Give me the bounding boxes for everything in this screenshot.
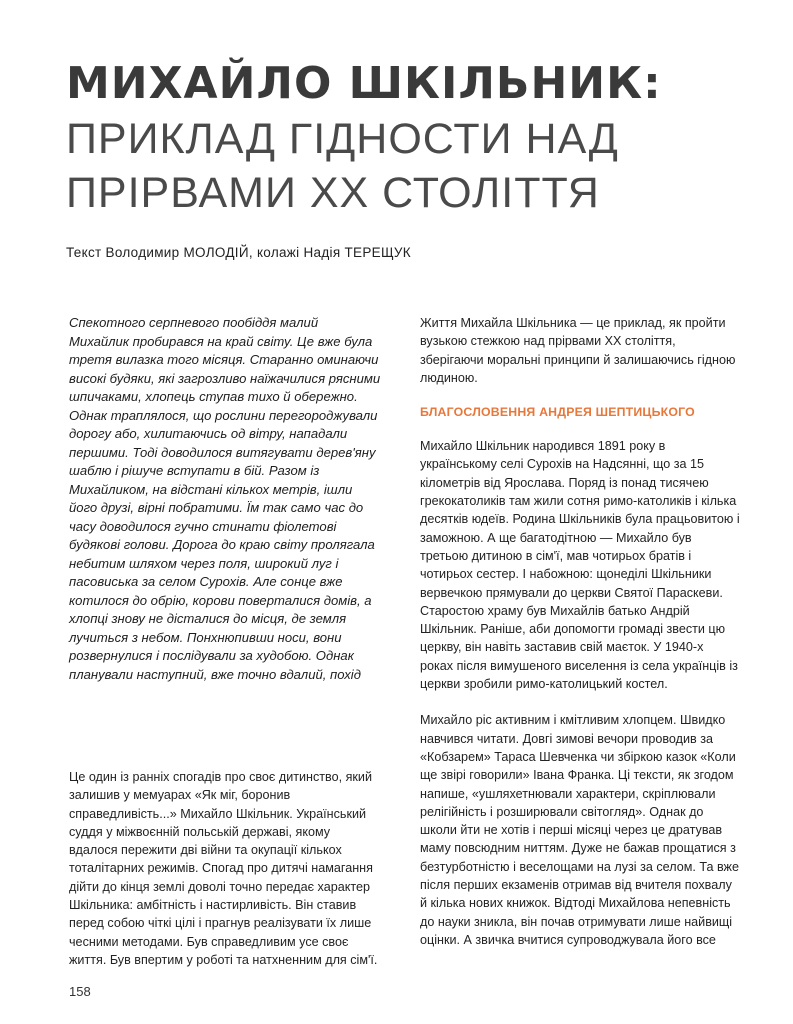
section-subheading: БЛАГОСЛОВЕННЯ АНДРЕЯ ШЕПТИЦЬКОГО [420,405,695,420]
page-number: 158 [69,984,91,999]
intro-italic-paragraph: Спекотного серпневого пообіддя малий Михайлик пробирався на край світу. Це вже була третя вилазка того місяця. Старанно оминаючи високі будяки, які загрозливо наїжачилися рясними шпичаками, хлопець ступав тихо й обережно. Однак траплялося, що рослини перегороджували дорогу або, хилитаючись од вітру, нападали першими. Тоді доводилося витягувати дерев'яну шаблю і рішуче вступати в бій. Разом із Михайликом, на відстані кількох метрів, ішли його друзі, вірні побратими. Їм так само час до часу доводилося гучно стинати фіолетові будякові голови. Дорога до краю світу пролягала небитим шляхом через поля, широкий луг і пасовиська за селом Сурохів. Але сонце вже котилося до обрію, корови поверталися домів, а хлопці знову не дісталися до місця, де земля лучиться з небом. Понхнюпивши носи, вони розвернулися і послідували за худобою. Однак планували наступний, вже точно вдалий, похід [69,315,381,682]
body-paragraph: Михайло Шкільник народився 1891 року в українському селі Сурохів на Надсянні, що за 15 кілометрів від Ярослава. Поряд із понад тисячею грекокатоликів там жили сотня римо-католиків і кілька десятків юдеїв. Родина Шкільників була працьовитою і заможною. А ще багатодітною — Михайло був третьою дитиною в сім'ї, мав чотирьох братів і чотирьох сестер. І набожною: щонеділі Шкільники вервечкою прямували до церкви Святої Параскеви. Старостою храму був Михайлів батько Андрій Шкільник. Раніше, аби допомогти громаді звести цю церкву, він навіть заставив свій маєток. У 1940-х роках після вимушеного виселення із села українців із церкви зробили римо-католицький костел. [420,439,740,692]
body-paragraph: Михайло ріс активним і кмітливим хлопцем. Швидко навчився читати. Довгі зимові вечори проводив за «Кобзарем» Тараса Шевченка чи збіркою казок «Коли ще звірі говорили» Івана Франка. Ці тексти, як згодом напише, «ушляхетнювали характери, скріплювали релігійність і розширювали світогляд». Однак до школи йти не хотів і перші місяці через це дратував маму повсюдним ниттям. Дуже не бажав прощатися з безтурботністю і веселощами на лузі за селом. Та вже після перших екзаменів отримав від вчителя похвалу й кілька нових книжок. Відтоді Михайлова непевність до науки зникла, він почав отримувати лише найвищі оцінки. А звичка вчитися супроводжувала його все [420,713,739,947]
left-column [69,314,381,969]
byline: Текст Володимир МОЛОДІЙ, колажі Надія ТЕРЕЩУК [66,245,411,260]
right-column [420,314,740,949]
intro-paragraph: Життя Михайла Шкільника — це приклад, як пройти вузькою стежкою над прірвами ХХ століття, зберігаючи моральні принципи й залишаючись гідною людиною. [420,316,736,385]
subtitle-line-2: ПРІРВАМИ ХХ СТОЛІТТЯ [66,169,600,217]
article-title-subtitle [66,112,766,220]
subtitle-line-1: ПРИКЛАД ГІДНОСТИ НАД [66,115,619,163]
body-paragraph: Це один із ранніх спогадів про своє дитинство, який залишив у мемуарах «Як міг, боронив справедливість...» Михайло Шкільник. Український суддя у міжвоєнній польській державі, якому вдалося пережити дві війни та окупації кількох тоталітарних режимів. Спогад про дитячі намагання дійти до кінця землі доволі точно передає характер Шкільника: амбітність і настирливість. Він ставив перед собою чіткі цілі і прагнув реалізувати їх лише чесними методами. Був справедливим усе своє життя. Був впертим у роботі та натхненним для сім'ї. [69,770,378,967]
article-title-main: МИХАЙЛО ШКІЛЬНИК: [66,58,662,109]
